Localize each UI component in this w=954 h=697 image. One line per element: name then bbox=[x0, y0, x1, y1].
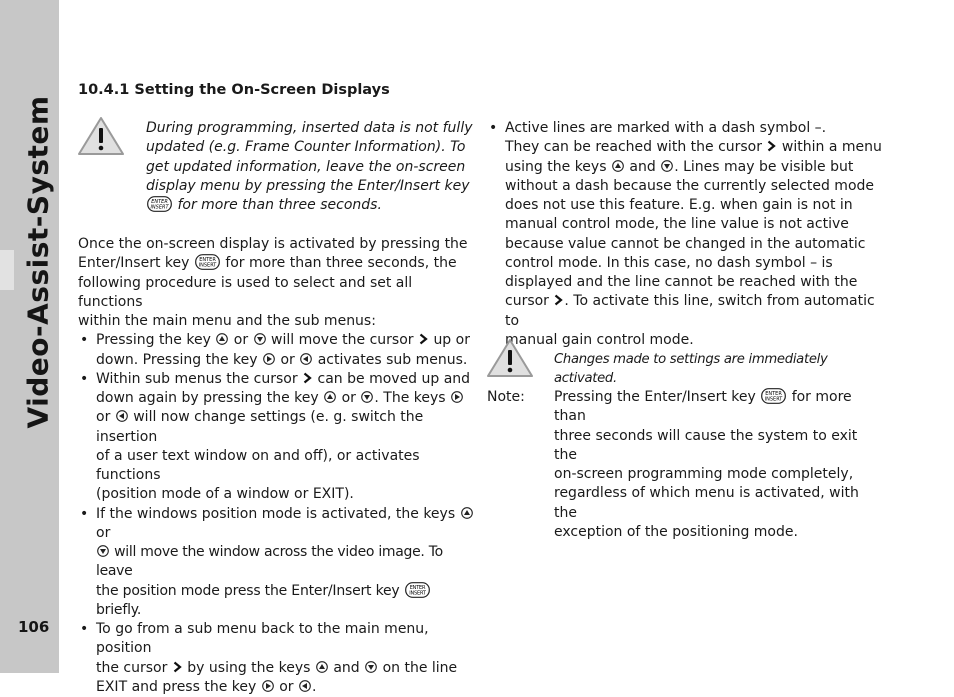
svg-text:ENTER: ENTER bbox=[765, 391, 783, 397]
sidebar-title: Video-Assist-System bbox=[21, 95, 55, 429]
bullet-list-left bbox=[78, 331, 478, 697]
page-number: 106 bbox=[18, 618, 50, 636]
list-item: • Within sub menus the cursor can be moved up and down again by pressing the key or . The keys or will now change settings (e. g. switch the insertion of a user text window on and off), or activates functions (position mode of a window or EXIT). bbox=[80, 370, 471, 503]
warning-text-1: During programming, inserted data is not fully updated (e.g. Frame Counter Information). To get updated information, leave the on-screen display menu by pressing the Enter/Insert key ENTER INSERT for more than three seconds. bbox=[146, 120, 473, 213]
key-right-icon bbox=[263, 353, 275, 365]
left-column: Once the on-screen display is activated by pressing the Enter/Insert key ENTER INSERT for more than three seconds, the following procedure is used to select and set all functions within the main menu and the sub menus: • Pressing the key or will move the cursor up or down. Pressing the key or activates sub menus. • Within sub menus the cursor can be moved up and down again by pressing the key or . The keys or will now change settings (e. g. switch the insertion of a user text window on and off), or activates functions (position mode of a window or EXIT). • If the windows position mode is activated, the keys or will move the window across the video image. To leave the position mode press the Enter/Insert key ENTER INSERT briefly. • To go from a sub menu back to the main menu, position the cursor by using the keys and on the line EXIT and press the key or . bbox=[78, 235, 478, 697]
key-left-icon bbox=[299, 680, 311, 692]
list-item: • Pressing the key or will move the cursor up or down. Pressing the key or activates sub menus. bbox=[80, 332, 470, 368]
enter-insert-key-icon bbox=[147, 196, 172, 212]
key-down-icon bbox=[97, 545, 109, 557]
list-item: • To go from a sub menu back to the main menu, position the cursor by using the keys and on the line EXIT and press the key or . bbox=[80, 621, 458, 695]
key-up-icon bbox=[461, 507, 473, 519]
svg-text:ENTER: ENTER bbox=[409, 584, 426, 591]
warning-triangle-icon bbox=[77, 116, 125, 156]
warning-triangle-icon bbox=[486, 338, 534, 378]
cursor-icon bbox=[767, 140, 776, 152]
list-item: • If the windows position mode is activated, the keys or will move the window across the video image. To leave the position mode press the Enter/Insert key ENTER INSERT briefly. bbox=[78, 505, 478, 621]
enter-insert-key-icon bbox=[405, 582, 430, 598]
cursor-icon bbox=[554, 294, 563, 306]
svg-text:ENTER: ENTER bbox=[151, 199, 168, 205]
svg-text:INSERT: INSERT bbox=[198, 262, 217, 269]
svg-text:INSERT: INSERT bbox=[409, 590, 426, 597]
key-right-icon bbox=[451, 391, 463, 403]
svg-text:INSERT: INSERT bbox=[764, 396, 783, 403]
warning-text-2: Changes made to settings are immediately activated. bbox=[554, 352, 828, 387]
key-up-icon bbox=[216, 333, 228, 345]
svg-text:ENTER: ENTER bbox=[199, 257, 216, 264]
key-down-icon bbox=[661, 160, 673, 172]
cursor-icon bbox=[173, 661, 182, 673]
cursor-icon bbox=[303, 372, 312, 384]
enter-insert-key-icon bbox=[761, 388, 786, 404]
section-heading: 10.4.1 Setting the On-Screen Displays bbox=[78, 82, 390, 98]
note-label: Note: bbox=[487, 389, 525, 405]
cursor-icon bbox=[419, 333, 428, 345]
key-down-icon bbox=[361, 391, 373, 403]
right-column bbox=[487, 119, 887, 350]
enter-insert-key-icon bbox=[195, 254, 220, 270]
sidebar-tab-marker bbox=[0, 250, 14, 290]
list-item: • Active lines are marked with a dash symbol –. They can be reached with the cursor within a menu using the keys and . Lines may be visible but without a dash because the currently selected mode does not use this feature. E.g. when gain is not in manual control mode, the line value is not active because value cannot be changed in the automatic control mode. In this case, no dash symbol – is displayed and the line cannot be reached with the cursor . To activate this line, switch from automatic to manual gain control mode. bbox=[489, 120, 882, 348]
sidebar bbox=[0, 0, 59, 673]
key-up-icon bbox=[612, 160, 624, 172]
svg-text:INSERT: INSERT bbox=[150, 204, 169, 211]
key-up-icon bbox=[324, 391, 336, 403]
note-body: Pressing the Enter/Insert key ENTER INSERT for more than three seconds will cause the system to exit the on-screen programming mode completely, regardless of which menu is activated, with the exception of the positioning mode. bbox=[554, 389, 859, 540]
key-left-icon bbox=[116, 410, 128, 422]
key-down-icon bbox=[254, 333, 266, 345]
key-right-icon bbox=[262, 680, 274, 692]
key-up-icon bbox=[316, 661, 328, 673]
key-left-icon bbox=[300, 353, 312, 365]
key-down-icon bbox=[365, 661, 377, 673]
bullet-list-right bbox=[487, 119, 887, 350]
